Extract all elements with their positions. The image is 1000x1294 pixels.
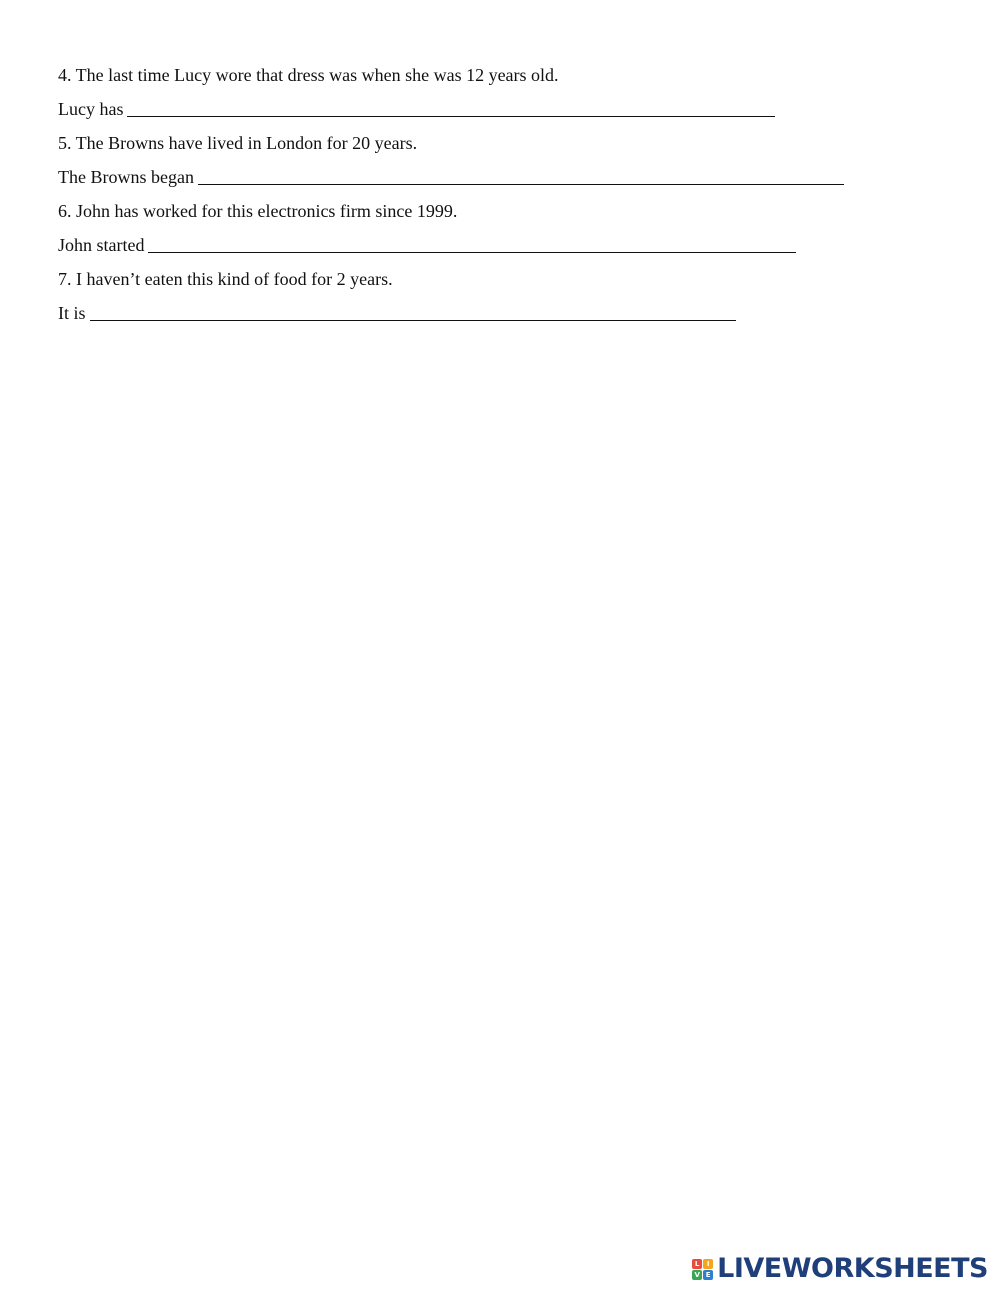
answer-blank-4[interactable] <box>127 98 775 117</box>
answer-row-6 <box>58 228 958 262</box>
brand-name: LIVEWORKSHEETS <box>717 1253 988 1284</box>
liveworksheets-brand <box>692 1254 988 1284</box>
answer-blank-7[interactable] <box>90 302 736 321</box>
liveworksheets-logo-icon <box>692 1259 713 1280</box>
statement-4: 4. The last time Lucy wore that dress was when she was 12 years old. <box>58 65 559 85</box>
logo-tile-i: I <box>703 1259 713 1269</box>
answer-blank-5[interactable] <box>198 166 844 185</box>
statement-7: 7. I haven’t eaten this kind of food for 2 years. <box>58 269 393 289</box>
logo-tile-v: V <box>692 1270 702 1280</box>
answer-row-5 <box>58 160 958 194</box>
answer-row-7 <box>58 296 958 330</box>
logo-tile-l: L <box>692 1259 702 1269</box>
worksheet <box>58 58 958 330</box>
statement-6: 6. John has worked for this electronics firm since 1999. <box>58 201 458 221</box>
statement-5: 5. The Browns have lived in London for 20 years. <box>58 133 418 153</box>
answer-blank-6[interactable] <box>148 234 796 253</box>
answer-prefix-7: It is <box>58 303 86 323</box>
answer-prefix-5: The Browns began <box>58 167 194 187</box>
answer-row-4 <box>58 92 958 126</box>
logo-tile-e: E <box>703 1270 713 1280</box>
answer-prefix-4: Lucy has <box>58 99 124 119</box>
answer-prefix-6: John started <box>58 235 145 255</box>
